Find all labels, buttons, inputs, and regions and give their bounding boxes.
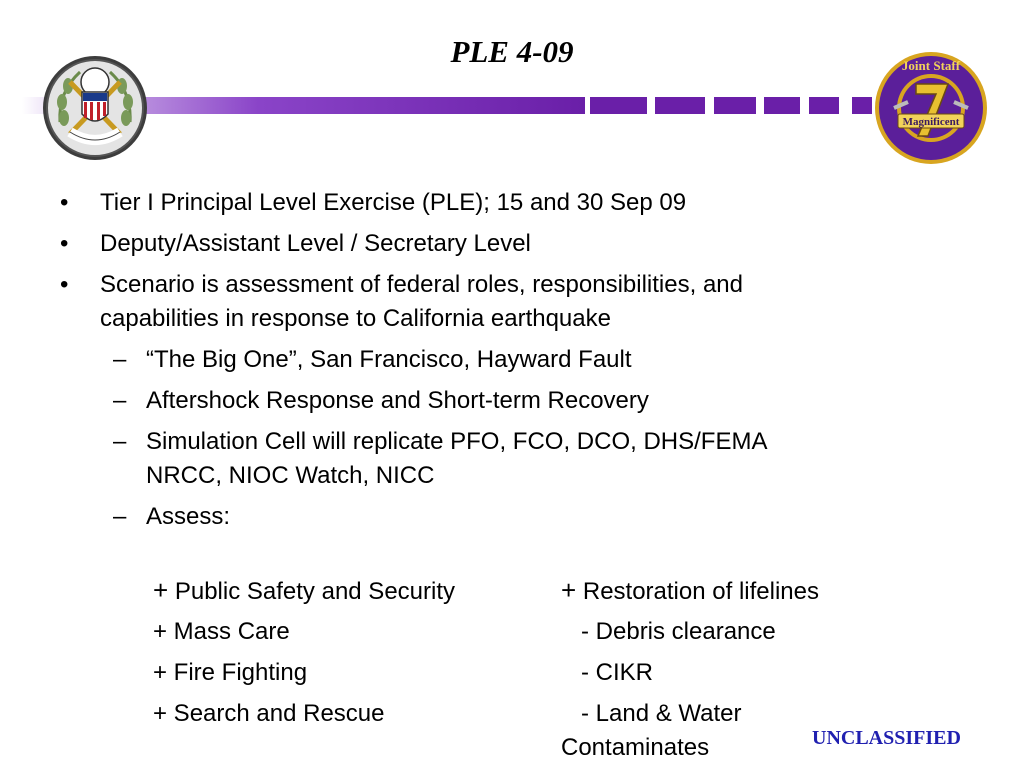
plus-marker: + bbox=[153, 700, 168, 727]
assess-subitem-continuation bbox=[561, 731, 709, 765]
title-rule-segment bbox=[809, 97, 839, 114]
assess-item-text: Mass Care bbox=[167, 618, 290, 645]
assess-item bbox=[153, 656, 307, 690]
title-rule-segment bbox=[764, 97, 800, 114]
classification-marking: UNCLASSIFIED bbox=[812, 727, 961, 749]
bullet-text: Tier I Principal Level Exercise (PLE); 15 and 30 Sep 09 bbox=[100, 189, 687, 216]
assess-item bbox=[153, 573, 455, 609]
sub-bullet-marker: – bbox=[113, 387, 127, 414]
sub-bullet-marker: – bbox=[113, 503, 127, 530]
plus-marker: + bbox=[153, 659, 168, 686]
assess-subitem bbox=[561, 697, 742, 731]
svg-text:Magnificent: Magnificent bbox=[902, 116, 960, 128]
assess-item-text: Fire Fighting bbox=[167, 659, 308, 686]
sub-bullet-text-continuation: NRCC, NIOC Watch, NICC bbox=[146, 462, 435, 489]
assess-item-text: Restoration of lifelines bbox=[576, 578, 819, 605]
bullet-text: Scenario is assessment of federal roles, responsibilities, and bbox=[100, 271, 743, 298]
assess-subitem bbox=[561, 656, 653, 690]
bullet-text-continuation: capabilities in response to California earthquake bbox=[100, 305, 611, 332]
sub-bullet-text: “The Big One”, San Francisco, Hayward Fault bbox=[146, 346, 632, 373]
assess-subitem-text: - CIKR bbox=[561, 659, 654, 686]
sub-bullet-text: Simulation Cell will replicate PFO, FCO, DCO, DHS/FEMA bbox=[146, 428, 768, 455]
bullet-marker: • bbox=[60, 230, 69, 257]
assess-subitem-text: - Land & Water bbox=[561, 700, 742, 727]
assess-subitem-text: Contaminates bbox=[561, 734, 710, 761]
assess-item bbox=[153, 615, 290, 649]
assess-item-text: Public Safety and Security bbox=[168, 578, 456, 605]
plus-marker: + bbox=[153, 618, 168, 645]
assess-subitem bbox=[561, 615, 776, 649]
title-rule-segment bbox=[655, 97, 705, 114]
bullet-marker: • bbox=[60, 271, 69, 298]
sub-bullet-text: Aftershock Response and Short-term Recovery bbox=[146, 387, 649, 414]
slide-title: PLE 4-09 bbox=[450, 34, 574, 69]
sub-bullet-marker: – bbox=[113, 346, 127, 373]
bullet-text: Deputy/Assistant Level / Secretary Level bbox=[100, 230, 531, 257]
assess-item bbox=[153, 697, 384, 731]
joint-chiefs-seal bbox=[40, 52, 150, 169]
joint-staff-7-seal bbox=[866, 50, 996, 171]
plus-marker: + bbox=[153, 575, 169, 605]
sub-bullet-text: Assess: bbox=[146, 503, 231, 530]
assess-item-text: Search and Rescue bbox=[167, 700, 385, 727]
plus-marker: + bbox=[561, 575, 577, 605]
title-rule-segment bbox=[590, 97, 647, 114]
assess-item bbox=[561, 573, 819, 609]
title-rule-segment bbox=[714, 97, 756, 114]
sub-bullet-marker: – bbox=[113, 428, 127, 455]
bullet-marker: • bbox=[60, 189, 69, 216]
svg-text:Joint Staff: Joint Staff bbox=[901, 58, 961, 73]
assess-subitem-text: - Debris clearance bbox=[561, 618, 776, 645]
